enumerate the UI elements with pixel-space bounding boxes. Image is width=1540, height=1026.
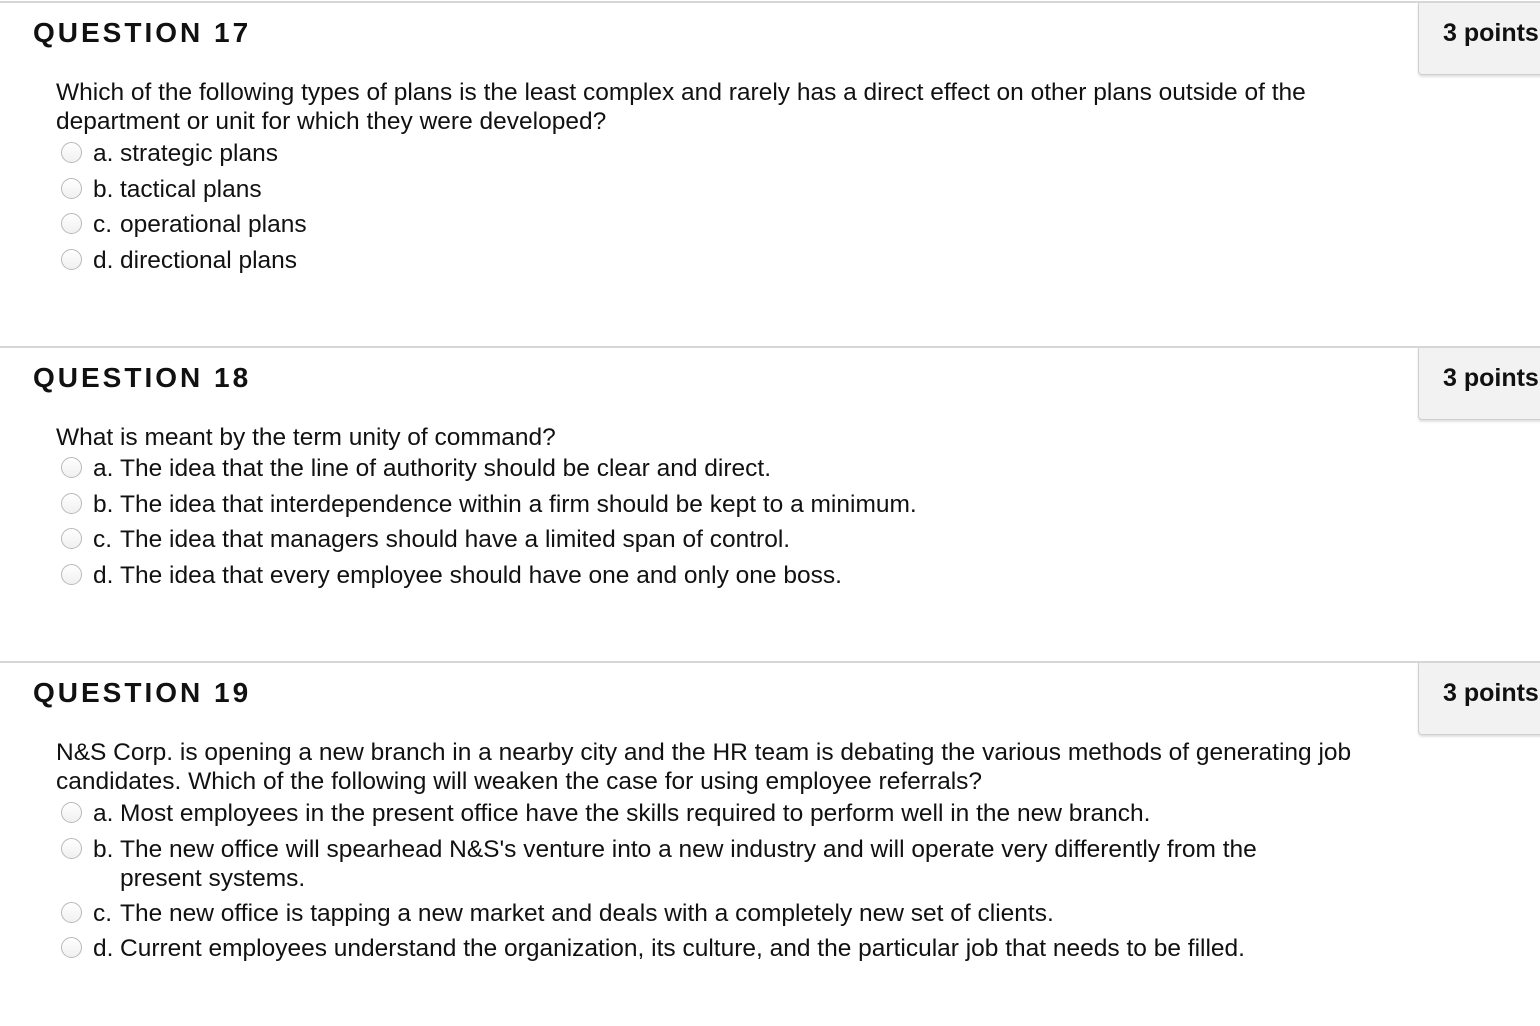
radio-button[interactable] [61, 937, 82, 958]
radio-button[interactable] [61, 142, 82, 163]
option-text: The idea that interdependence within a firm should be kept to a minimum. [120, 490, 917, 518]
option-b[interactable] [61, 490, 1401, 526]
question-text: What is meant by the term unity of command? [56, 424, 556, 451]
question-text: Which of the following types of plans is the least complex and rarely has a direct effect on other plans outside of the department or unit for which they were developed? [56, 79, 1306, 135]
radio-button[interactable] [61, 528, 82, 549]
option-text: The new office is tapping a new market and deals with a completely new set of clients. [120, 899, 1054, 927]
option-a[interactable] [61, 454, 1401, 490]
radio-button[interactable] [61, 902, 82, 923]
option-c[interactable] [61, 525, 1401, 561]
option-d[interactable] [61, 246, 1401, 282]
option-text: The idea that every employee should have one and only one boss. [120, 561, 842, 589]
radio-button[interactable] [61, 457, 82, 478]
option-text: strategic plans [120, 140, 278, 167]
radio-button[interactable] [61, 564, 82, 585]
radio-button[interactable] [61, 802, 82, 823]
option-letter: a. [93, 800, 114, 827]
points-badge: 3 points [1418, 3, 1540, 75]
option-letter: b. [93, 175, 114, 203]
option-text: Most employees in the present office have the skills required to perform well in the new branch. [120, 800, 1151, 827]
question-title: QUESTION 19 [33, 677, 252, 708]
option-text: operational plans [120, 211, 307, 238]
question-18 [0, 346, 1540, 661]
option-letter: c. [93, 526, 113, 553]
question-title: QUESTION 18 [33, 362, 252, 393]
points-badge: 3 points [1418, 348, 1540, 420]
option-b[interactable] [61, 835, 1401, 899]
question-text: N&S Corp. is opening a new branch in a nearby city and the HR team is debating the various methods of generating job candidates. Which of the following will weaken the case for using employee referrals? [56, 739, 1352, 795]
radio-button[interactable] [61, 213, 82, 234]
option-text: directional plans [120, 246, 298, 274]
option-letter: d. [93, 561, 114, 589]
option-d[interactable] [61, 934, 1401, 970]
question-17 [0, 1, 1540, 346]
option-text: The idea that managers should have a limited span of control. [120, 526, 791, 553]
radio-button[interactable] [61, 838, 82, 859]
option-c[interactable] [61, 899, 1401, 935]
answer-options [61, 454, 1401, 596]
option-letter: d. [93, 935, 114, 962]
option-letter: a. [93, 140, 114, 167]
question-title: QUESTION 17 [33, 17, 252, 48]
option-a[interactable] [61, 799, 1401, 835]
option-letter: c. [93, 899, 113, 927]
radio-button[interactable] [61, 178, 82, 199]
option-letter: d. [93, 246, 114, 274]
answer-options [61, 799, 1401, 970]
option-text: Current employees understand the organization, its culture, and the particular job that needs to be filled. [120, 935, 1245, 962]
answer-options [61, 139, 1401, 281]
option-letter: b. [93, 490, 114, 518]
option-b[interactable] [61, 175, 1401, 211]
points-badge: 3 points [1418, 663, 1540, 735]
option-text: The new office will spearhead N&S's venture into a new industry and will operate very differently from the present systems. [120, 835, 1257, 892]
radio-button[interactable] [61, 493, 82, 514]
radio-button[interactable] [61, 249, 82, 270]
option-c[interactable] [61, 210, 1401, 246]
option-letter: b. [93, 835, 114, 863]
option-d[interactable] [61, 561, 1401, 597]
option-letter: c. [93, 211, 113, 238]
option-a[interactable] [61, 139, 1401, 175]
option-letter: a. [93, 455, 114, 482]
question-19 [0, 661, 1540, 1026]
option-text: tactical plans [120, 175, 262, 203]
option-text: The idea that the line of authority should be clear and direct. [120, 455, 772, 482]
